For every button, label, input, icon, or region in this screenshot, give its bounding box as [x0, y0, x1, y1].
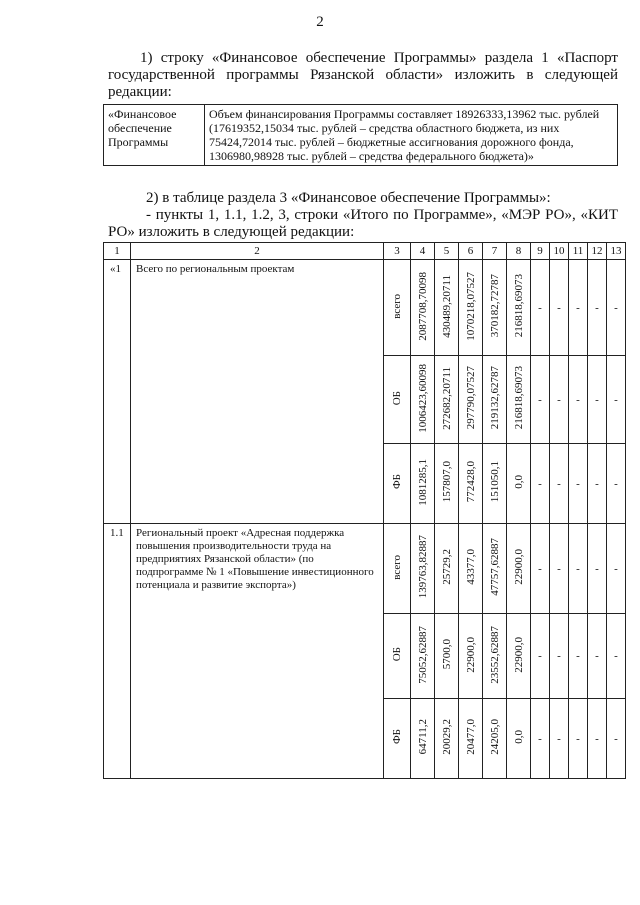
passport-table	[103, 104, 618, 166]
source-type-cell	[384, 356, 411, 444]
value-cell	[411, 260, 435, 356]
value-cell	[459, 524, 483, 614]
dash-cell: -	[531, 524, 550, 614]
value-cell	[411, 444, 435, 524]
source-type-cell	[384, 699, 411, 779]
dash-cell: -	[569, 444, 588, 524]
header-cell: 6	[459, 243, 483, 260]
value-cell	[459, 356, 483, 444]
value-cell	[459, 614, 483, 699]
dash-cell: -	[531, 614, 550, 699]
dash-cell: -	[550, 614, 569, 699]
header-cell: 8	[507, 243, 531, 260]
value-cell	[507, 444, 531, 524]
value: 157807,0	[440, 461, 453, 503]
value-cell	[483, 444, 507, 524]
source-type: ФБ	[391, 729, 403, 745]
value-cell	[507, 614, 531, 699]
dash-cell: -	[531, 356, 550, 444]
value: 216818,69073	[512, 366, 525, 430]
value-cell	[483, 260, 507, 356]
dash-cell: -	[569, 614, 588, 699]
dash-cell: -	[550, 524, 569, 614]
page-number: 2	[316, 14, 324, 30]
value: 272682,20711	[440, 366, 453, 430]
value-cell	[483, 699, 507, 779]
value: 216818,69073	[512, 274, 525, 338]
value: 20477,0	[464, 719, 477, 755]
value: 22900,0	[464, 636, 477, 673]
dash-cell: -	[607, 356, 626, 444]
passport-text-cell: Объем финансирования Программы составляет 18926333,13962 тыс. рублей (17619352,15034 тыс. рублей – средства областного бюджета, из них 75424,72014 тыс. рублей – бюджетные ассигнования дорожного фонда, 1306980,98928 тыс. рублей – средства федерального бюджета)»	[205, 105, 618, 166]
passport-label-cell: «Финансовое обеспечение Программы	[104, 105, 205, 166]
value-cell	[435, 444, 459, 524]
value-cell	[411, 699, 435, 779]
dash-cell: -	[550, 356, 569, 444]
header-cell: 12	[588, 243, 607, 260]
value-cell	[435, 524, 459, 614]
value-cell	[435, 614, 459, 699]
dash-cell: -	[550, 444, 569, 524]
dash-cell: -	[569, 260, 588, 356]
dash-cell: -	[531, 444, 550, 524]
value: 75052,62887	[416, 625, 429, 684]
value: 1070218,07527	[464, 271, 477, 341]
dash-cell: -	[550, 699, 569, 779]
value-cell	[435, 356, 459, 444]
value: 5700,0	[440, 639, 453, 670]
value: 23552,62887	[488, 625, 501, 684]
header-cell: 10	[550, 243, 569, 260]
dash-cell: -	[588, 524, 607, 614]
source-type: ФБ	[391, 474, 403, 490]
value: 139763,82887	[416, 535, 429, 599]
source-type: всего	[391, 293, 403, 319]
value: 25729,2	[440, 549, 453, 585]
header-cell: 11	[569, 243, 588, 260]
paragraph-passport-instruction: 1) строку «Финансовое обеспечение Программы» раздела 1 «Паспорт государственной программы Рязанской области» изложить в следующей редакции:	[108, 50, 618, 100]
value: 219132,62787	[488, 366, 501, 430]
header-row	[104, 243, 626, 260]
value: 2087708,70098	[416, 271, 429, 341]
source-type-cell	[384, 524, 411, 614]
dash-cell: -	[607, 614, 626, 699]
table-row	[104, 260, 626, 356]
paragraph-items-instruction: - пункты 1, 1.1, 1.2, 3, строки «Итого по Программе», «МЭР РО», «КИТ РО» изложить в следующей редакции:	[108, 207, 618, 240]
value: 1081285,1	[416, 458, 429, 506]
dash-cell: -	[588, 356, 607, 444]
source-type-cell	[384, 260, 411, 356]
header-cell: 2	[131, 243, 384, 260]
value-cell	[459, 260, 483, 356]
header-cell: 3	[384, 243, 411, 260]
row-name: Региональный проект «Адресная поддержка повышения производительности труда на предприятиях Рязанской области» (по подпрограмме № 1 «Повышение инвестиционного потенциала и развитие экспорта»)	[131, 524, 384, 779]
value-cell	[435, 699, 459, 779]
dash-cell: -	[588, 444, 607, 524]
row-name: Всего по региональным проектам	[131, 260, 384, 524]
dash-cell: -	[607, 699, 626, 779]
value-cell	[507, 356, 531, 444]
value-cell	[483, 524, 507, 614]
source-type: ОБ	[391, 390, 403, 406]
value: 772428,0	[464, 461, 477, 503]
finance-table	[103, 242, 626, 779]
value: 0,0	[512, 475, 525, 489]
value-cell	[483, 614, 507, 699]
value: 64711,2	[416, 719, 429, 755]
value-cell	[459, 444, 483, 524]
value: 430489,20711	[440, 274, 453, 338]
value: 297790,07527	[464, 366, 477, 430]
dash-cell: -	[588, 614, 607, 699]
header-cell: 1	[104, 243, 131, 260]
source-type-cell	[384, 444, 411, 524]
dash-cell: -	[588, 260, 607, 356]
value: 43377,0	[464, 549, 477, 585]
row-number: 1.1	[104, 524, 131, 779]
row-number: «1	[104, 260, 131, 524]
dash-cell: -	[531, 699, 550, 779]
header-cell: 4	[411, 243, 435, 260]
dash-cell: -	[569, 699, 588, 779]
value-cell	[507, 699, 531, 779]
value: 20029,2	[440, 719, 453, 755]
source-type: ОБ	[391, 647, 403, 662]
value-cell	[507, 260, 531, 356]
value-cell	[459, 699, 483, 779]
value: 47757,62887	[488, 538, 501, 596]
dash-cell: -	[607, 260, 626, 356]
dash-cell: -	[569, 356, 588, 444]
value-cell	[435, 260, 459, 356]
value: 151050,1	[488, 461, 501, 503]
dash-cell: -	[569, 524, 588, 614]
value: 22900,0	[512, 549, 525, 585]
header-cell: 7	[483, 243, 507, 260]
dash-cell: -	[531, 260, 550, 356]
value: 370182,72787	[488, 274, 501, 338]
dash-cell: -	[550, 260, 569, 356]
header-cell: 5	[435, 243, 459, 260]
value-cell	[411, 524, 435, 614]
value: 22900,0	[512, 636, 525, 673]
source-type-cell	[384, 614, 411, 699]
dash-cell: -	[588, 699, 607, 779]
dash-cell: -	[607, 524, 626, 614]
header-cell: 9	[531, 243, 550, 260]
source-type: всего	[391, 554, 403, 580]
table-row	[104, 524, 626, 614]
value: 1006423,60098	[416, 363, 429, 433]
value: 0,0	[512, 730, 525, 744]
value: 24205,0	[488, 719, 501, 755]
paragraph-table-instruction: 2) в таблице раздела 3 «Финансовое обеспечение Программы»:	[146, 190, 551, 206]
value-cell	[507, 524, 531, 614]
value-cell	[483, 356, 507, 444]
value-cell	[411, 614, 435, 699]
value-cell	[411, 356, 435, 444]
header-cell: 13	[607, 243, 626, 260]
dash-cell: -	[607, 444, 626, 524]
